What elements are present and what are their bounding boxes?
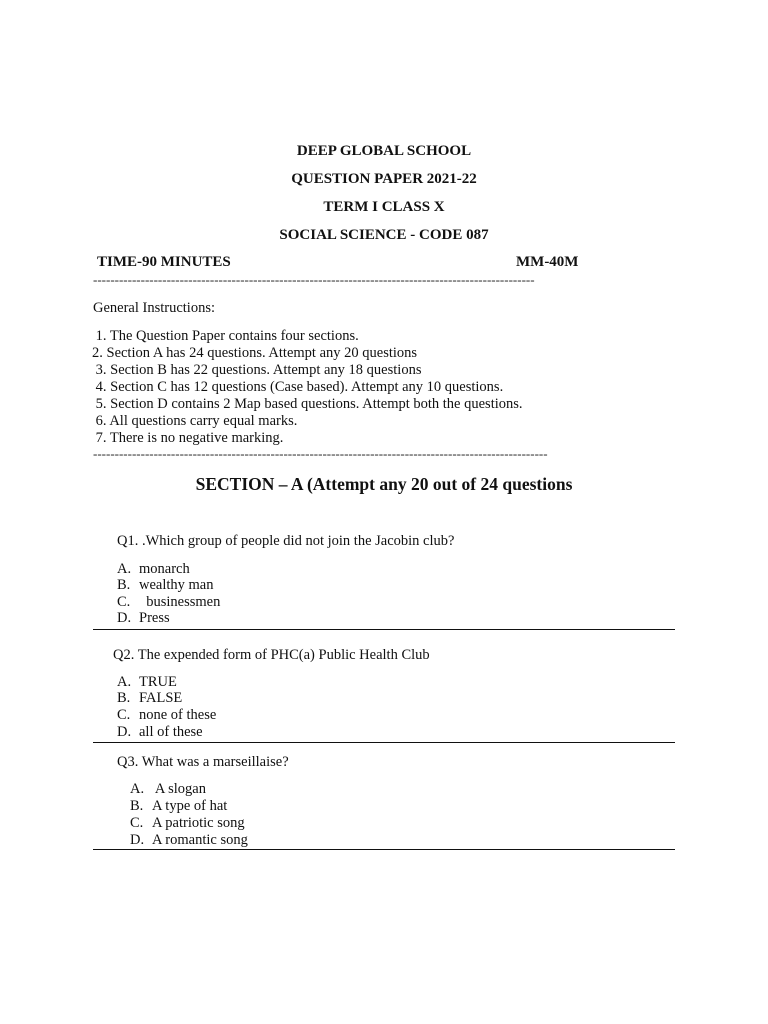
max-marks-label: MM-40M: [516, 254, 579, 270]
option-text: A type of hat: [152, 798, 228, 814]
option-letter: B.: [117, 577, 131, 593]
option-letter: B.: [130, 798, 144, 814]
option-text: all of these: [139, 724, 203, 740]
option-letter: D.: [130, 832, 145, 848]
option-3d: [130, 832, 248, 849]
divider-bottom: ---------------------------------------------------------------------------------------------------------: [93, 446, 548, 461]
option-letter: A.: [117, 674, 132, 690]
instruction-item: 6. All questions carry equal marks.: [92, 413, 298, 429]
option-text: A patriotic song: [152, 815, 245, 831]
option-letter: A.: [130, 781, 145, 797]
question-1: Q1. .Which group of people did not join the Jacobin club?: [117, 533, 455, 549]
term-class: TERM I CLASS X: [323, 199, 445, 215]
option-letter: A.: [117, 561, 132, 577]
option-letter: B.: [117, 690, 131, 706]
option-2d: [117, 724, 203, 741]
question-2: Q2. The expended form of PHC(a) Public Health Club: [113, 647, 430, 663]
instruction-item: 3. Section B has 22 questions. Attempt any 18 questions: [92, 362, 422, 378]
instruction-item: 4. Section C has 12 questions (Case based). Attempt any 10 questions.: [92, 379, 504, 395]
option-1c: [117, 594, 220, 611]
option-text: wealthy man: [139, 577, 214, 593]
instructions-heading: General Instructions:: [93, 300, 216, 316]
school-name: DEEP GLOBAL SCHOOL: [296, 143, 472, 159]
option-text: A slogan: [152, 781, 206, 797]
option-letter: C.: [130, 815, 144, 831]
option-2a: [117, 674, 177, 691]
option-1b: [117, 577, 214, 594]
subject-code: SOCIAL SCIENCE - CODE 087: [279, 227, 489, 243]
instruction-item: 1. The Question Paper contains four sections.: [92, 328, 359, 344]
instruction-item: 2. Section A has 24 questions. Attempt any 20 questions: [92, 345, 418, 361]
option-text: businessmen: [139, 594, 221, 610]
option-letter: D.: [117, 724, 132, 740]
paper-title: QUESTION PAPER 2021-22: [291, 171, 477, 187]
section-a-title: SECTION – A (Attempt any 20 out of 24 questions: [195, 474, 573, 494]
instruction-item: 5. Section D contains 2 Map based questions. Attempt both the questions.: [92, 396, 523, 412]
option-text: none of these: [139, 707, 217, 723]
option-text: A romantic song: [152, 832, 248, 848]
instruction-item: 7. There is no negative marking.: [92, 430, 284, 446]
question-separator: [93, 742, 675, 743]
option-letter: C.: [117, 707, 131, 723]
divider-top: ------------------------------------------------------------------------------------------------------: [93, 272, 535, 287]
question-separator: [93, 849, 675, 850]
option-1d: [117, 610, 170, 627]
option-text: TRUE: [139, 674, 177, 690]
option-1a: [117, 561, 190, 578]
option-3a: [130, 781, 206, 798]
option-text: FALSE: [139, 690, 183, 706]
option-text: monarch: [139, 561, 190, 577]
option-letter: D.: [117, 610, 132, 626]
option-3c: [130, 815, 245, 832]
option-text: Press: [139, 610, 170, 626]
option-2b: [117, 690, 182, 707]
option-3b: [130, 798, 227, 815]
question-3: Q3. What was a marseillaise?: [117, 754, 289, 770]
option-letter: C.: [117, 594, 131, 610]
option-2c: [117, 707, 216, 724]
question-separator: [93, 629, 675, 630]
time-label: TIME-90 MINUTES: [97, 254, 231, 270]
